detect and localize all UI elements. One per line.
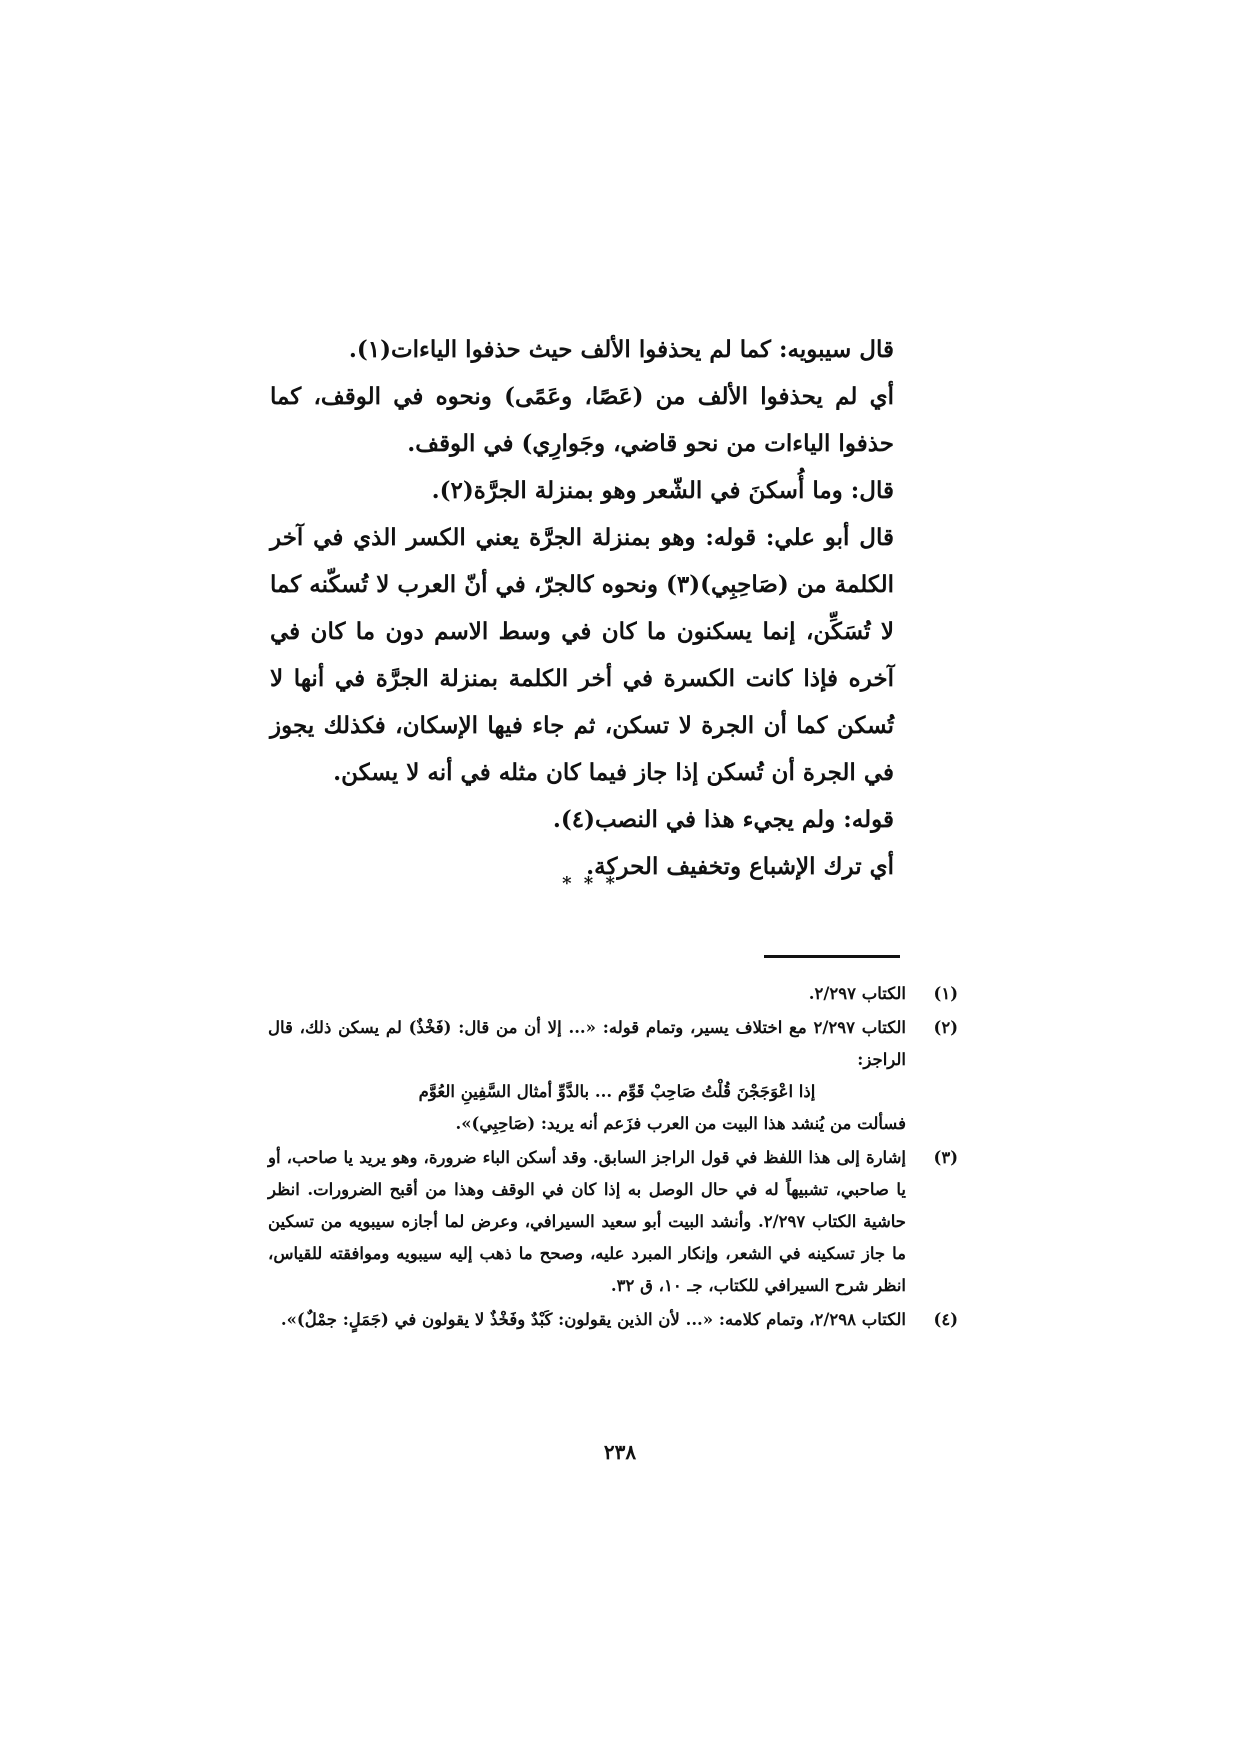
footnote-divider: [764, 955, 900, 958]
footnote-verse: إذا اعْوَجَجْنَ قُلْتُ صَاحِبْ قَوِّم ... بالدَّوِّ أمثال السَّفِينِ العُوَّم: [418, 1082, 816, 1101]
paragraph: أي لم يحذفوا الألف من (عَصًا، وعَمًى) ونحوه في الوقف، كما حذفوا الياءات من نحو قاضي، وجَوارِي) في الوقف.: [270, 383, 894, 457]
paragraph: أي ترك الإشباع وتخفيف الحركة.: [586, 853, 894, 880]
footnote-1: [268, 978, 958, 1010]
footnote-text: الكتاب ٢/٢٩٧.: [808, 984, 906, 1003]
main-text: [270, 326, 960, 890]
footnote-number: (٢): [933, 1018, 958, 1037]
section-separator: * * *: [562, 873, 618, 894]
footnote-number: (٤): [933, 1310, 958, 1329]
footnote-4: [268, 1304, 958, 1336]
paragraph: قال سيبويه: كما لم يحذفوا الألف حيث حذفوا الياءات(١).: [348, 336, 894, 363]
footnotes: [268, 978, 958, 1338]
paragraph: قال أبو علي: قوله: وهو بمنزلة الجرَّة يعني الكسر الذي في آخر الكلمة من (صَاحِبِي)(٣) ونحوه كالجرّ، في أنّ العرب لا تُسكّنه كما لا تُسَكِّن، إنما يسكنون ما كان في وسط الاسم دون ما كان في آخره فإذا كانت الكسرة في أخر الكلمة بمنزلة الجرَّة في أنها لا تُسكن كما أن الجرة لا تسكن، ثم جاء فيها الإسكان، فكذلك يجوز في الجرة أن تُسكن إذا جاز فيما كان مثله في أنه لا يسكن.: [270, 524, 894, 786]
footnote-3: [268, 1142, 958, 1302]
footnote-number: (١): [933, 984, 958, 1003]
footnote-text: إشارة إلى هذا اللفظ في قول الراجز السابق. وقد أسكن الباء ضرورة، وهو يريد يا صاحب، أو يا صاحبي، تشبيهاً له في حال الوصل به إذا كان في الوقف وهذا من أقبح الضرورات. انظر حاشية الكتاب ٢/٢٩٧. وأنشد البيت أبو سعيد السيرافي، وعرض لما أجازه سيبويه من تسكين ما جاز تسكينه في الشعر، وإنكار المبرد عليه، وصحح ما ذهب إليه سيبويه وموافقته للقياس، انظر شرح السيرافي للكتاب، جـ ١٠، ق ٣٢.: [268, 1148, 906, 1295]
page-number: ٢٣٨: [603, 1440, 637, 1464]
footnote-text: الكتاب ٢/٢٩٧ مع اختلاف يسير، وتمام قوله: «... إلا أن من قال: (فَخْذٌ) لم يسكن ذلك، قال الراجز:: [268, 1018, 906, 1069]
paragraph: قوله: ولم يجيء هذا في النصب(٤).: [552, 806, 894, 833]
paragraph: قال: وما أُسكنَ في الشّعر وهو بمنزلة الجرَّة(٢).: [431, 477, 894, 504]
footnote-2: [268, 1012, 958, 1140]
footnote-text-after: فسألت من يُنشد هذا البيت من العرب فزَعم أنه يريد: (صَاحِبِي)».: [455, 1114, 906, 1133]
footnote-number: (٣): [933, 1148, 958, 1167]
footnote-text: الكتاب ٢/٢٩٨، وتمام كلامه: «... لأن الذين يقولون: كَبْدٌ وفَخْذٌ لا يقولون في (جَمَلٍ: جمْلٌ)».: [280, 1310, 906, 1329]
footnote-body: [268, 1012, 906, 1140]
